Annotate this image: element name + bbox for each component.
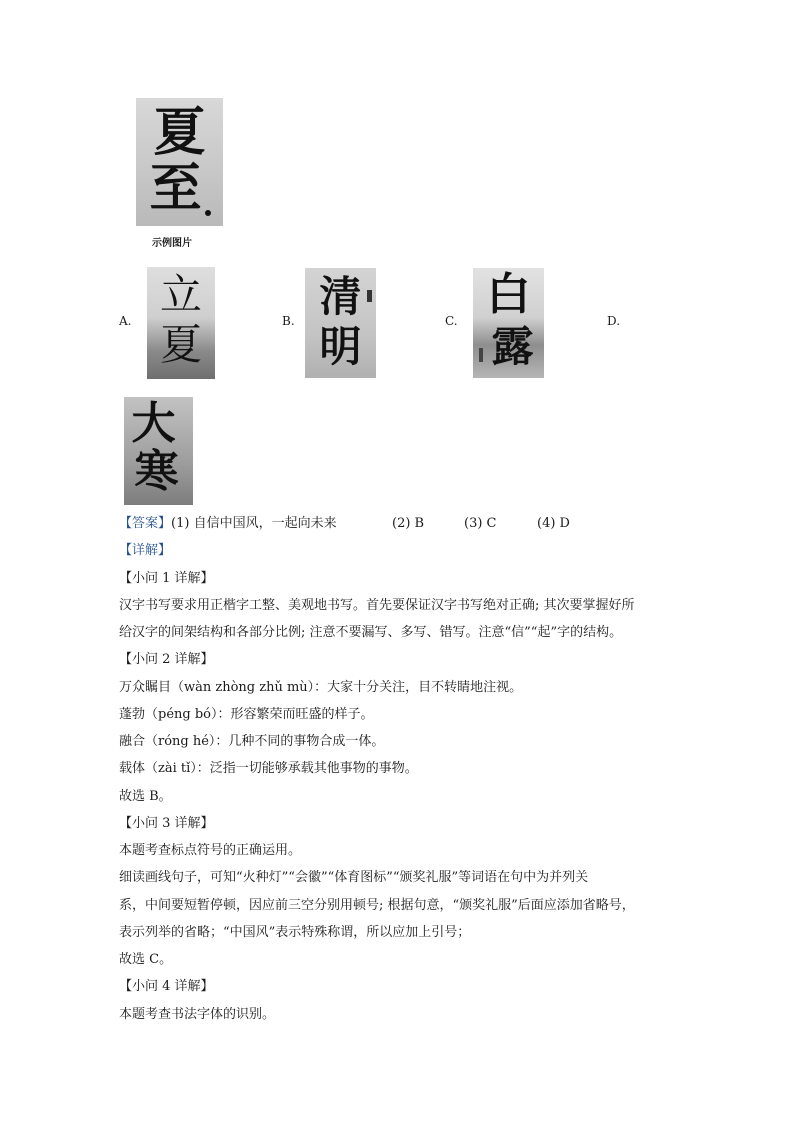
section-1-heading: 【小问 1 详解】 <box>119 571 214 586</box>
option-b-image <box>305 268 376 378</box>
option-b-char-2: 明 <box>319 322 362 371</box>
option-d-char-2: 寒 <box>134 446 179 497</box>
sample-char-2: 至 <box>149 158 202 219</box>
detail-title: 【详解】 <box>119 543 172 558</box>
option-d-char-1: 大 <box>131 398 176 449</box>
answer-part-1: (1) 自信中国风，一起向未来 <box>171 516 337 531</box>
sample-image <box>136 98 223 226</box>
section-2-line-4: 载体（zài tǐ）：泛指一切能够承载其他事物的事物。 <box>119 761 418 776</box>
sample-caption: 示例图片 <box>152 238 192 249</box>
section-3-line-4: 表示列举的省略；“中国风”表示特殊称谓，所以应加上引号； <box>119 925 471 940</box>
option-a-letter: A. <box>119 314 132 328</box>
section-2-line-2: 蓬勃（péng bó）：形容繁荣而旺盛的样子。 <box>119 707 374 722</box>
option-a-image <box>147 267 215 379</box>
option-c-char-1: 白 <box>486 269 531 320</box>
option-c-char-2: 露 <box>491 322 534 371</box>
section-2-line-5: 故选 B。 <box>119 789 172 804</box>
option-d-image <box>124 397 193 505</box>
section-4-heading: 【小问 4 详解】 <box>119 979 214 994</box>
answer-part-2: (2) B <box>392 516 425 531</box>
section-2-heading: 【小问 2 详解】 <box>119 652 214 667</box>
option-c-image <box>473 268 544 378</box>
section-1-line-2: 给汉字的间架结构和各部分比例; 注意不要漏写、多写、错写。注意“信”“起”字的结构。 <box>119 625 623 640</box>
option-b-letter: B. <box>282 314 295 328</box>
answer-part-4: (4) D <box>537 516 570 531</box>
section-3-heading: 【小问 3 详解】 <box>119 816 214 831</box>
option-c-letter: C. <box>445 314 458 328</box>
section-2-line-1: 万众瞩目（wàn zhòng zhǔ mù）：大家十分关注，目不转睛地注视。 <box>119 680 523 695</box>
section-3-line-1: 本题考查标点符号的正确运用。 <box>119 843 302 858</box>
section-3-line-2: 细读画线句子，可知“火种灯”“会徽”“体育图标”“颁奖礼服”等词语在句中为并列关 <box>119 870 589 885</box>
section-2-line-3: 融合（róng hé）：几种不同的事物合成一体。 <box>119 734 385 749</box>
option-a-char-2: 夏 <box>159 320 202 369</box>
option-b-seal <box>367 290 372 302</box>
answer-label: 【答案】 <box>119 516 172 531</box>
section-3-line-5: 故选 C。 <box>119 952 173 967</box>
answer-line <box>119 515 337 533</box>
option-a-char-1: 立 <box>159 270 202 319</box>
sample-char-1: 夏 <box>153 102 206 163</box>
option-c-seal <box>479 348 483 362</box>
section-3-line-3: 系，中间要短暂停顿，因应前三空分别用顿号; 根据句意，“颁奖礼服”后面应添加省略号， <box>119 898 635 913</box>
option-d-letter: D. <box>607 314 621 328</box>
section-4-line-1: 本题考查书法字体的识别。 <box>119 1007 276 1022</box>
answer-part-3: (3) C <box>464 516 497 531</box>
sample-dot-mark <box>205 210 211 216</box>
option-b-char-1: 清 <box>319 272 362 321</box>
section-1-line-1: 汉字书写要求用正楷字工整、美观地书写。首先要保证汉字书写绝对正确; 其次要掌握好所 <box>119 598 635 613</box>
